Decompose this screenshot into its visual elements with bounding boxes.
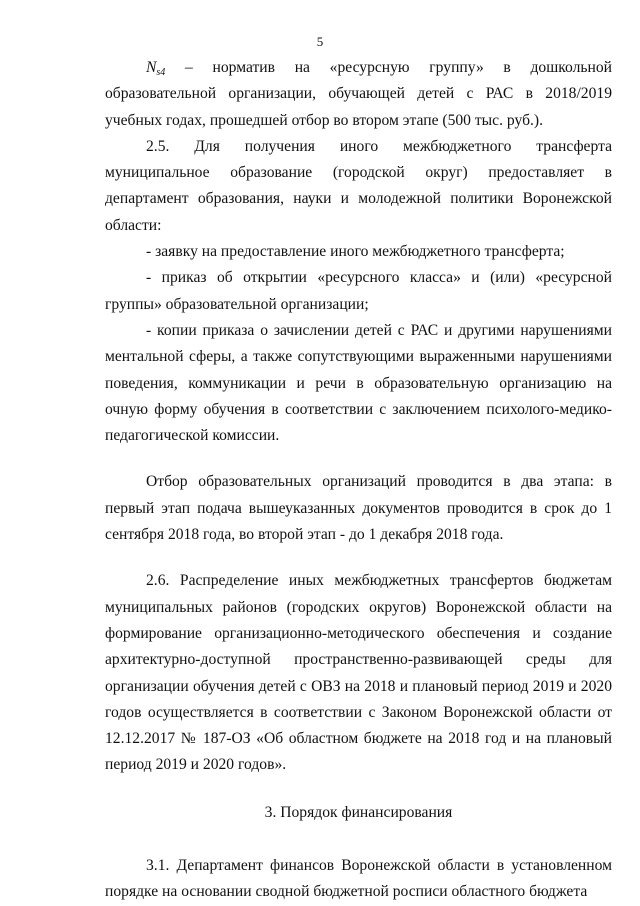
paragraph-selection-stages: Отбор образовательных организаций проводится в два этапа: в первый этап подача вышеуказанных документов проводится в срок до 1 сентября 2018 года, во второй этап - до 1 декабря 2018 года.: [105, 473, 612, 544]
page-number: 5: [316, 34, 324, 49]
ns4-symbol: $N_{s4}$: [146, 59, 166, 78]
document-body: [105, 55, 612, 906]
paragraph-2-5: 2.5. Для получения иного межбюджетного трансферта муниципальное образование (городской округ) предоставляет в департамент образования, науки и молодежной политики Воронежской области:: [105, 137, 612, 234]
list-item-application: - заявку на предоставление иного межбюджетного трансферта;: [146, 243, 565, 261]
ns4-definition-text: – норматив на «ресурсную группу» в дошкольной образовательной организации, обучающей детей с РАС в 2018/2019 учебных годах, прошедшей отбор во втором этапе (500 тыс. руб.).: [105, 59, 612, 129]
list-item-order: - приказ об открытии «ресурсного класса» и (или) «ресурсной группы» образовательной организации;: [105, 269, 612, 313]
list-item-copies: - копии приказа о зачислении детей с РАС и другими нарушениями ментальной сферы, а также сопутствующими выраженными нарушениями поведения, коммуникации и речи в образовательную организацию на очную форму обучения в соответствии с заключением психолого-медико-педагогической комиссии.: [105, 321, 612, 445]
section-heading: 3. Порядок финансирования: [264, 803, 453, 821]
paragraph-ns4-definition: [105, 55, 612, 134]
paragraph-3-1: 3.1. Департамент финансов Воронежской области в установленном порядке на основании сводной бюджетной росписи областного бюджета: [105, 857, 612, 901]
paragraph-2-6: 2.6. Распределение иных межбюджетных трансфертов бюджетам муниципальных районов (городских округов) Воронежской области на формирование организационно-методического обеспечения и создание архитектурно-доступной пространственно-развивающей среды для организации обучения детей с ОВЗ на 2018 и плановый период 2019 и 2020 годов осуществляется в соответствии с Законом Воронежской области от 12.12.2017 № 187-ОЗ «Об областном бюджете на 2018 год и на плановый период 2019 и 2020 годов».: [105, 572, 612, 774]
